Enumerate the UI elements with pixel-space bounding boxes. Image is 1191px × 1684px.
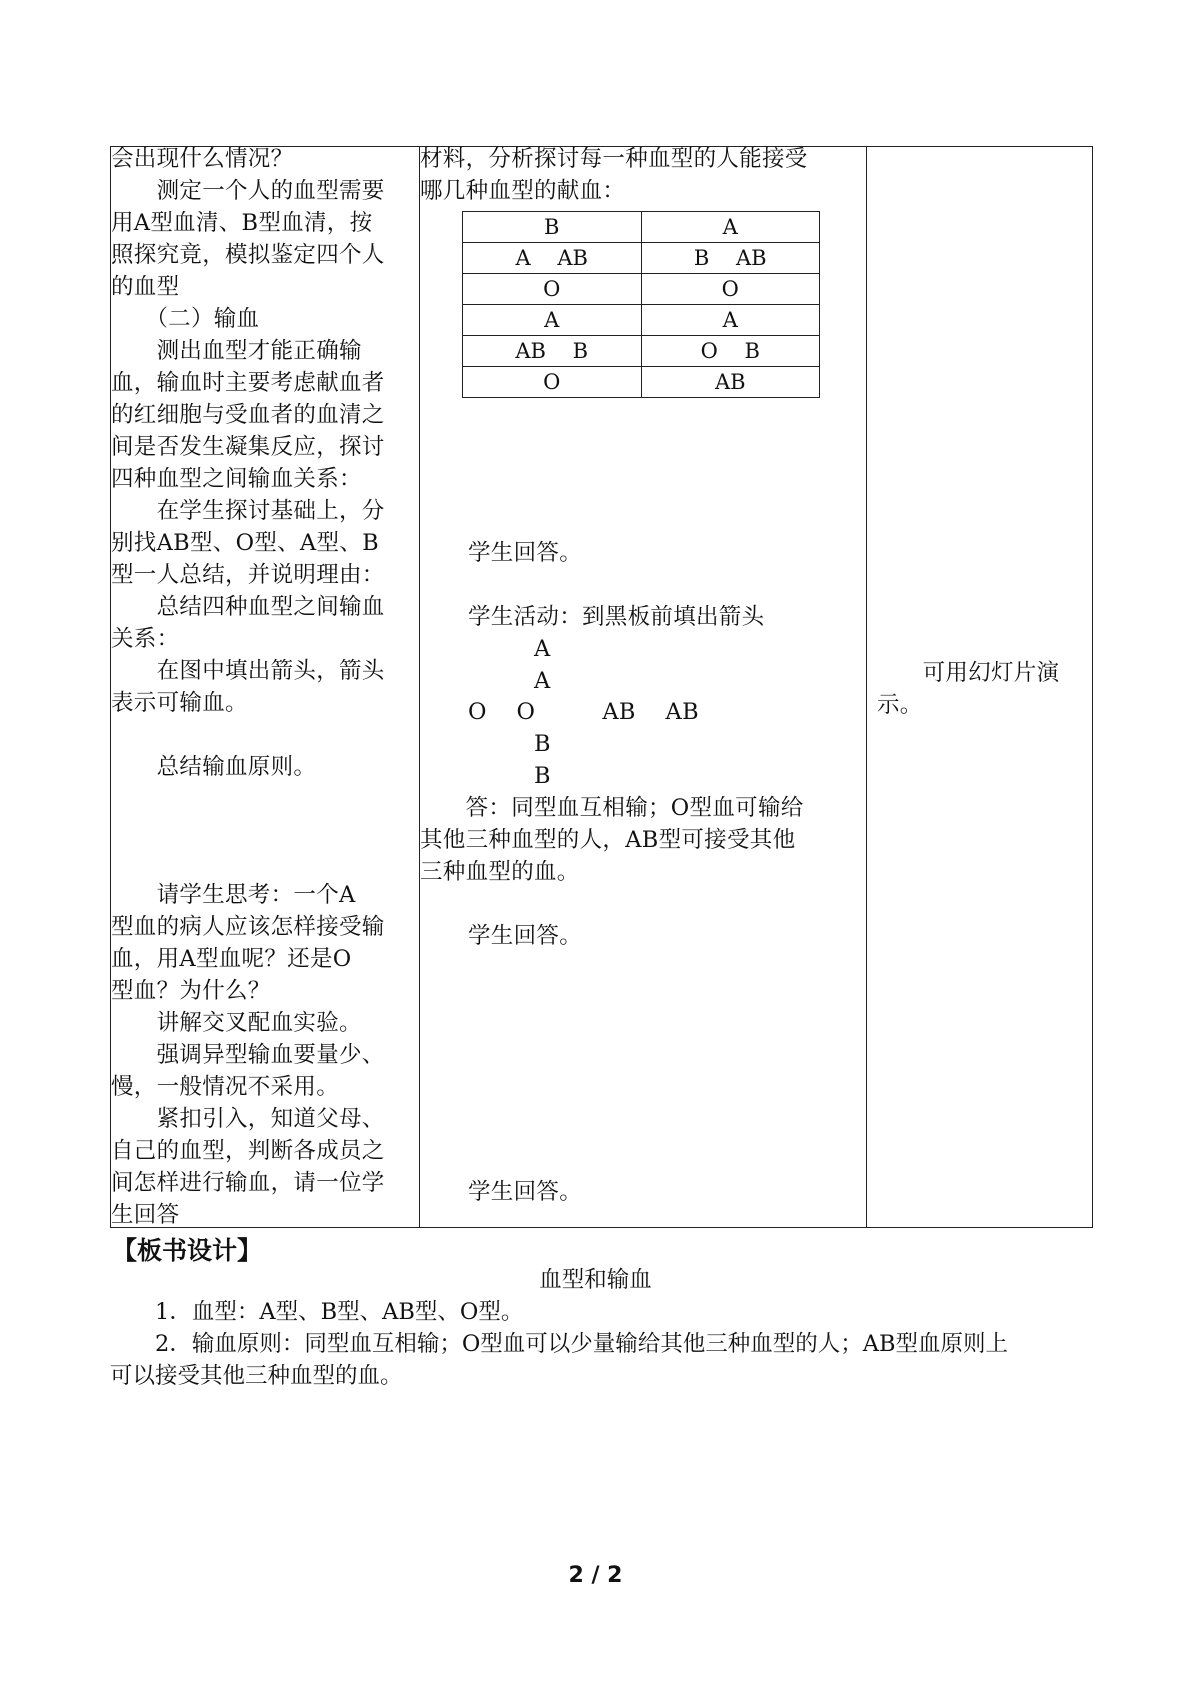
col1-line: 型血的病人应该怎样接受输 [111,914,385,940]
col1-line: （二）输血 [111,306,260,332]
col1-line: 自己的血型，判断各成员之 [111,1138,385,1164]
col2-line: 材料，分析探讨每一种血型的人能接受 [420,146,808,172]
diagram-b-bottom: B [534,763,551,789]
diagram-middle-row: O O AB AB [468,699,699,725]
col1-line: 型血？为什么？ [111,978,271,1004]
diagram-b-top: B [534,731,551,757]
col1-line: 请学生思考：一个A [111,882,356,908]
col1-line: 间怎样进行输血，请一位学 [111,1170,385,1196]
col1-line: 的血型 [111,274,180,300]
col1-line: 生回答 [111,1202,180,1228]
col1-line: 在学生探讨基础上，分 [111,498,385,524]
col1-line: 照探究竟，模拟鉴定四个人 [111,242,385,268]
blood-table-row [463,336,820,367]
board-item-continuation: 可以接受其他三种血型的血。 [110,1363,403,1389]
col1-line: 总结四种血型之间输血 [111,594,385,620]
blood-table-cell: O [463,274,642,305]
notes-line: 可用幻灯片演 [877,660,1060,686]
board-item: 1．血型：A型、B型、AB型、O型。 [155,1299,524,1325]
col1-line: 总结输血原则。 [111,754,317,780]
blood-table-row [463,274,820,305]
blood-table-cell: O [641,274,820,305]
col1-line: 在图中填出箭头，箭头 [111,658,385,684]
diagram-a-top: A [534,636,551,662]
col1-line: 慢，一般情况不采用。 [111,1074,340,1100]
board-item: 2．输血原则：同型血互相输；O型血可以少量输给其他三种血型的人；AB型血原则上 [155,1331,1009,1357]
blood-type-table [462,211,820,398]
col2-line: 哪几种血型的献血： [420,178,626,204]
blood-table-cell: AB B [463,336,642,367]
blood-table-row [463,212,820,243]
blood-table-cell: O [463,367,642,398]
col1-line: 强调异型输血要量少、 [111,1042,385,1068]
student-activity: 学生活动：到黑板前填出箭头 [468,604,765,630]
col1-line: 用A型血清、B型血清，按 [111,210,373,236]
col1-line: 紧扣引入，知道父母、 [111,1106,385,1132]
answer-line: 答：同型血互相输；O型血可输给 [420,795,804,821]
blood-table-cell: A [463,305,642,336]
blood-table-cell: A [641,212,820,243]
col1-line: 血，输血时主要考虑献血者 [111,370,385,396]
teacher-activity-cell [111,147,420,1228]
col1-line: 别找AB型、O型、A型、B [111,530,379,556]
col1-line: 关系： [111,626,180,652]
answer-line: 三种血型的血。 [420,859,580,885]
notes-cell [867,147,1093,1228]
answer-line: 其他三种血型的人，AB型可接受其他 [420,827,796,853]
blood-table-row [463,367,820,398]
col1-line: 会出现什么情况？ [111,146,294,172]
blood-table-row [463,305,820,336]
col1-line: 测定一个人的血型需要 [111,178,385,204]
col1-line: 血，用A型血呢？还是O [111,946,352,972]
col1-line: 表示可输血。 [111,690,248,716]
blood-table-cell: B AB [641,243,820,274]
diagram-a-bottom: A [534,668,551,694]
board-title: 血型和输血 [539,1267,652,1293]
col1-line: 测出血型才能正确输 [111,338,362,364]
blood-table-cell: A AB [463,243,642,274]
page-number: 2 / 2 [568,1563,623,1588]
student-answer: 学生回答。 [468,540,583,566]
blood-table-row [463,243,820,274]
student-answer: 学生回答。 [468,1179,583,1205]
blood-table-cell: AB [641,367,820,398]
blood-table-cell: A [641,305,820,336]
col1-line: 间是否发生凝集反应，探讨 [111,434,385,460]
blood-table-cell: B [463,212,642,243]
board-design-heading: 【板书设计】 [112,1236,263,1265]
col1-line: 讲解交叉配血实验。 [111,1010,362,1036]
col1-line: 四种血型之间输血关系： [111,466,362,492]
student-answer: 学生回答。 [468,923,583,949]
col1-line: 的红细胞与受血者的血清之 [111,402,385,428]
notes-line: 示。 [877,692,923,718]
col1-line: 型一人总结，并说明理由： [111,562,385,588]
blood-table-cell: O B [641,336,820,367]
